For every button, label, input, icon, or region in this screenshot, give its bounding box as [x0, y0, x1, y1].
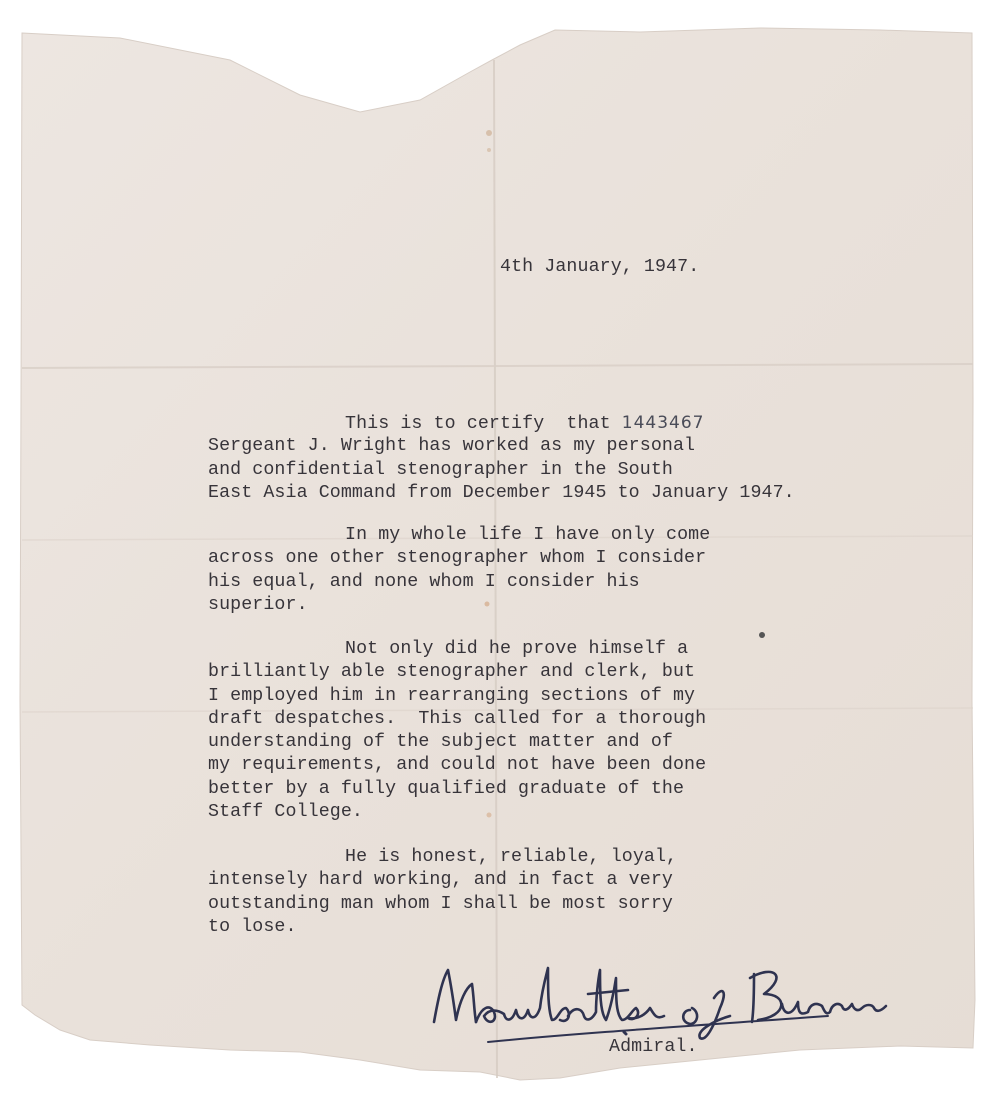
paragraph-line: understanding of the subject matter and of: [208, 732, 673, 753]
paragraph-1: [208, 412, 988, 505]
paragraph-line: and confidential stenographer in the South: [208, 459, 673, 480]
paragraph-2: [208, 524, 988, 617]
paragraph-line: This is to certify that 1443467: [345, 413, 705, 434]
paragraph-line: better by a fully qualified graduate of the: [208, 778, 685, 799]
paragraph-line: his equal, and none whom I consider his: [208, 571, 640, 592]
paragraph-line: to lose.: [208, 916, 297, 937]
paragraph-line: across one other stenographer whom I consider: [208, 548, 707, 569]
paragraph-line: Sergeant J. Wright has worked as my personal: [208, 436, 696, 457]
handwritten-service-number: 1443467: [621, 413, 705, 433]
paragraph-line: In my whole life I have only come: [345, 525, 711, 545]
paragraph-line: my requirements, and could not have been done: [208, 755, 707, 776]
paragraph-line: I employed him in rearranging sections of my: [208, 685, 696, 706]
handwritten-signature: [428, 950, 898, 1050]
letter-date: 4th January, 1947.: [500, 257, 700, 277]
paragraph-line: East Asia Command from December 1945 to January 1947.: [208, 482, 795, 503]
paragraph-line: He is honest, reliable, loyal,: [345, 847, 678, 867]
paragraph-line: brilliantly able stenographer and clerk, but: [208, 662, 696, 683]
paragraph-4: [208, 846, 988, 939]
paragraph-line: draft despatches. This called for a thorough: [208, 708, 707, 729]
paragraph-line: outstanding man whom I shall be most sorry: [208, 893, 673, 914]
paragraph-line: intensely hard working, and in fact a very: [208, 870, 673, 891]
paragraph-line: superior.: [208, 594, 308, 615]
paragraph-3: [208, 638, 988, 824]
paragraph-line: Staff College.: [208, 802, 363, 823]
signatory-title: Admiral.: [609, 1037, 698, 1057]
paragraph-line: Not only did he prove himself a: [345, 639, 689, 659]
